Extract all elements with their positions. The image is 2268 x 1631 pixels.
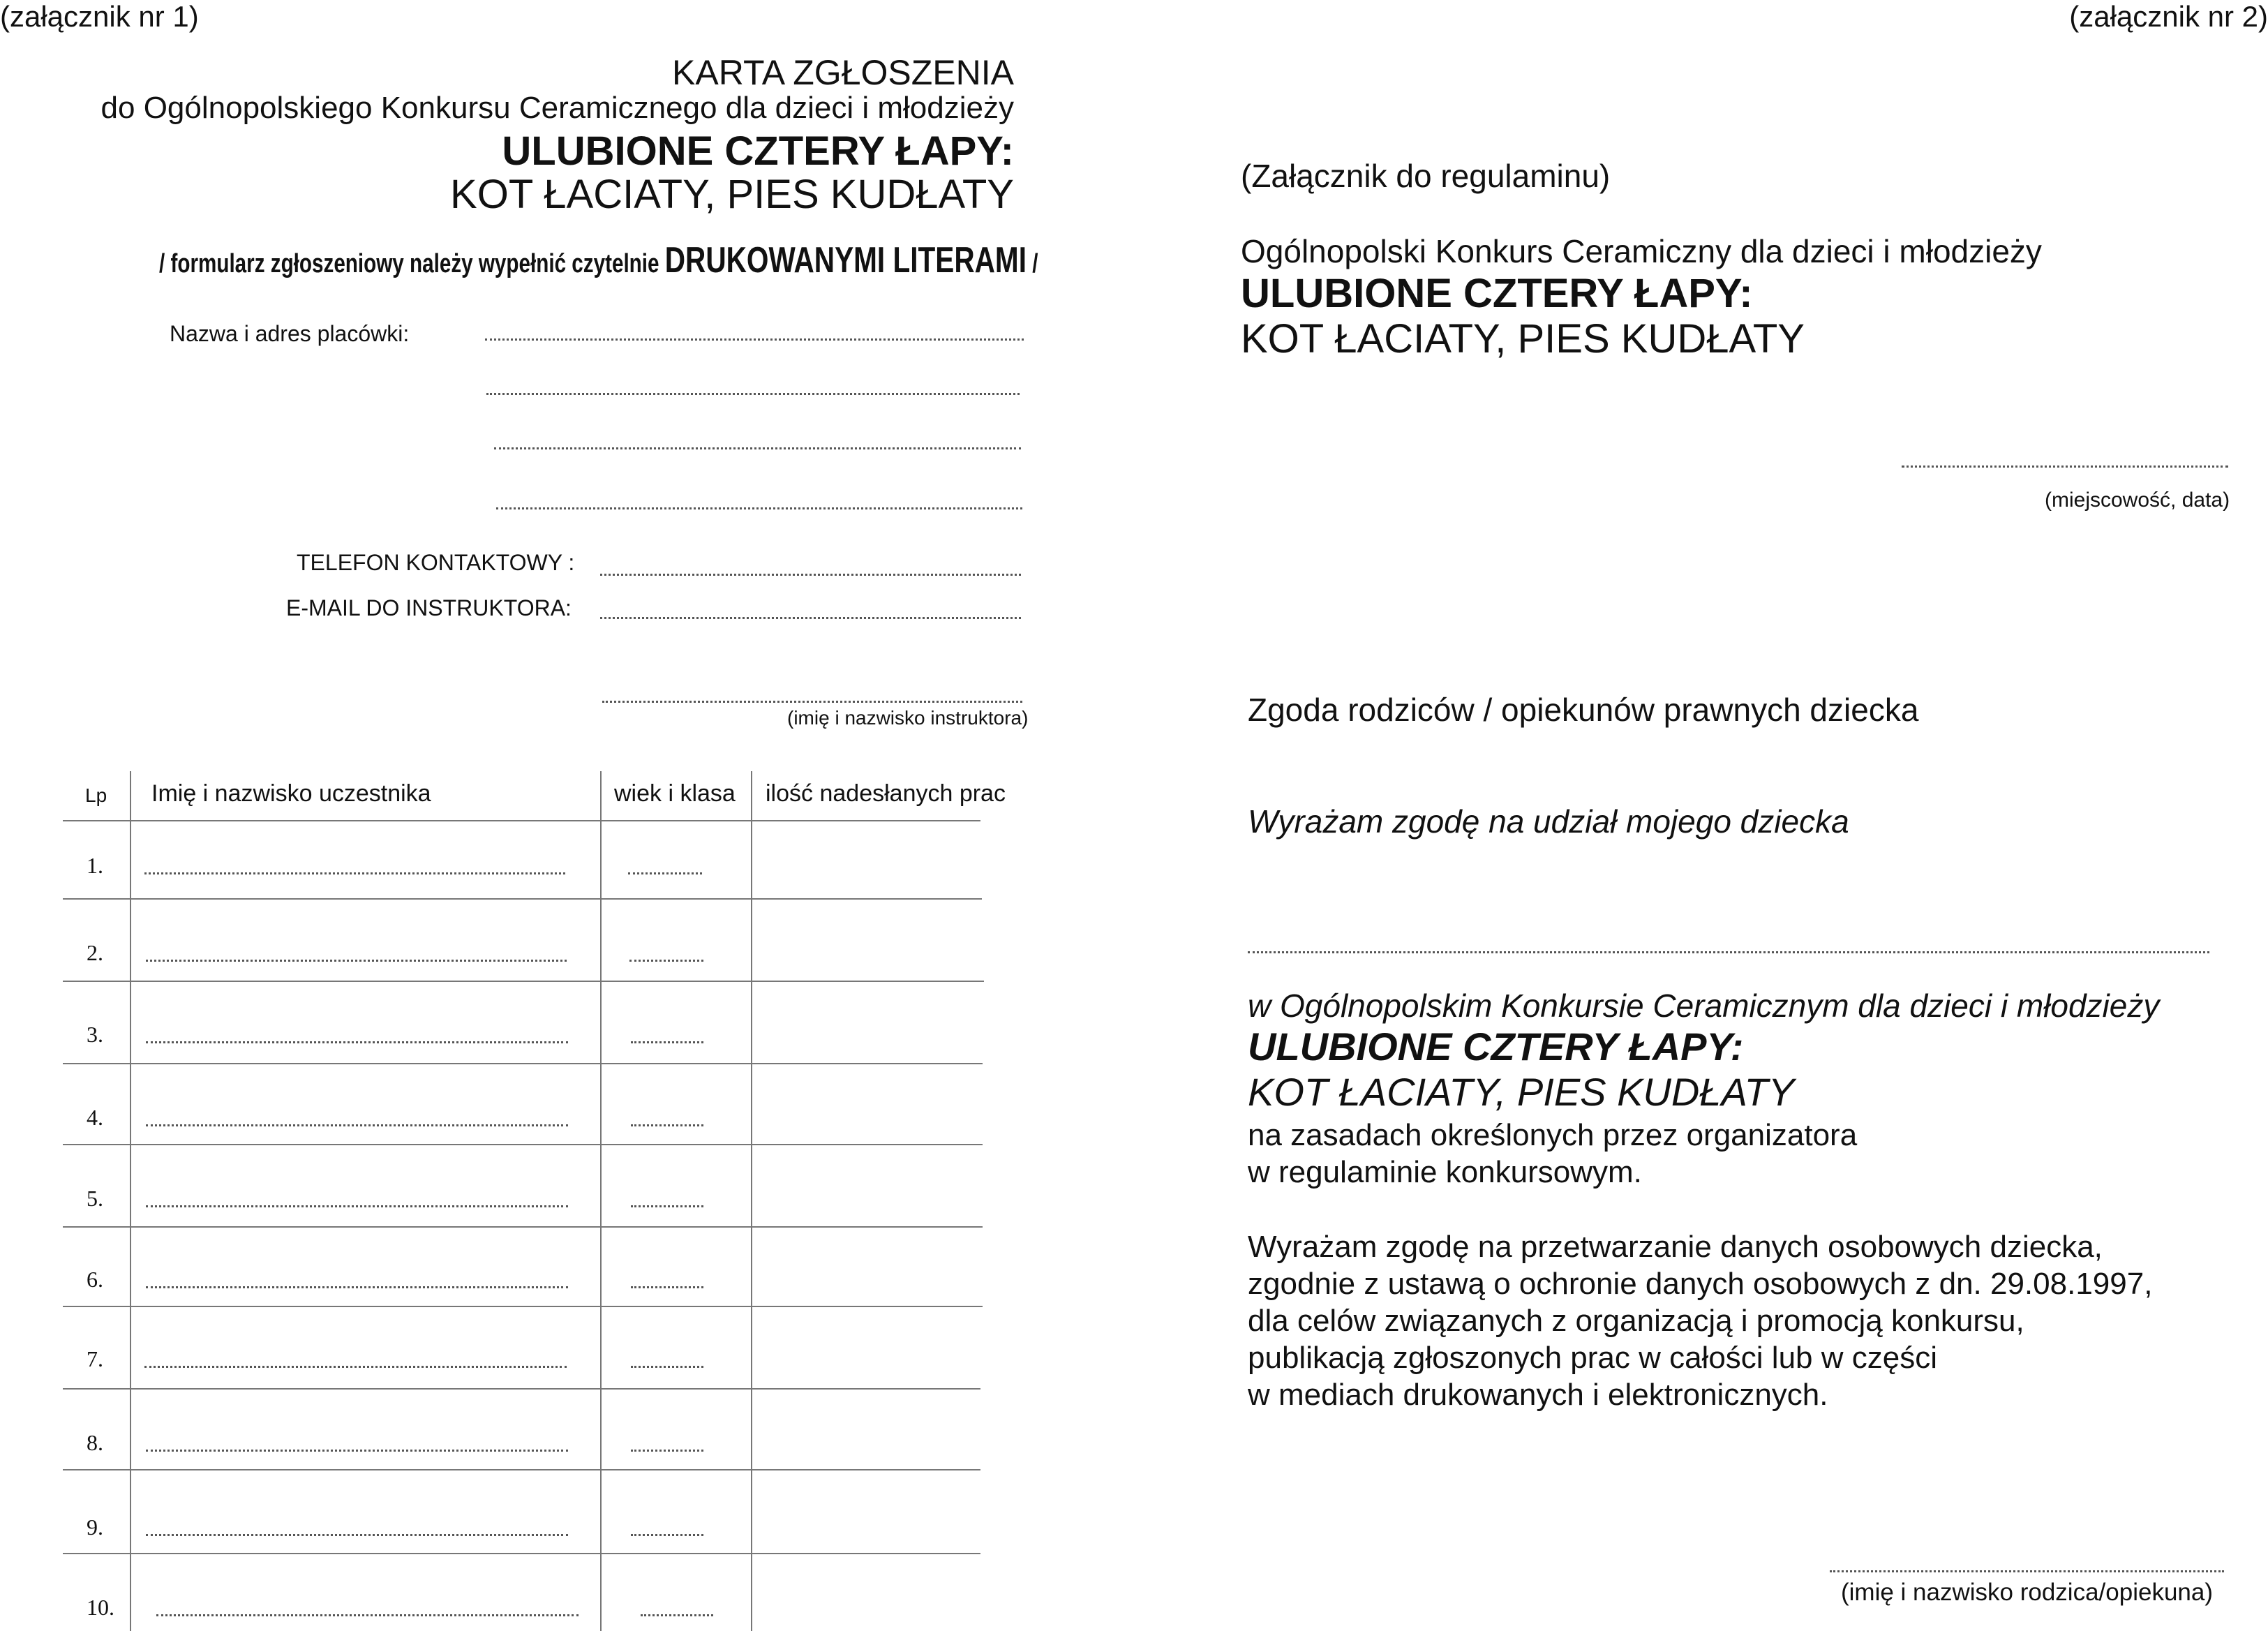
appendix-2-label: (załącznik nr 2) (2069, 0, 2268, 33)
consent-heading: Zgoda rodziców / opiekunów prawnych dziecka (1248, 692, 1919, 728)
contest-name-bold: ULUBIONE CZTERY ŁAPY: (1241, 271, 1753, 316)
table-divider (63, 820, 980, 821)
col-header-age-class: wiek i klasa (614, 780, 736, 807)
table-divider (63, 1144, 983, 1145)
row-number: 8. (87, 1430, 103, 1455)
age-class-field[interactable] (631, 1286, 703, 1288)
table-divider (63, 1388, 980, 1390)
row-number: 9. (87, 1514, 103, 1540)
table-divider (130, 771, 131, 1631)
participant-name-field[interactable] (144, 1366, 567, 1368)
fill-instruction (159, 239, 1038, 281)
table-divider (63, 1226, 983, 1228)
row-number: 1. (87, 853, 103, 878)
email-field[interactable] (600, 617, 1021, 619)
age-class-field[interactable] (631, 1124, 703, 1126)
age-class-field[interactable] (641, 1614, 713, 1616)
place-date-field[interactable] (1902, 466, 2228, 468)
participant-name-field[interactable] (146, 1286, 568, 1288)
col-header-name: Imię i nazwisko uczestnika (151, 780, 431, 807)
institution-field-line-4[interactable] (496, 507, 1022, 509)
row-number: 3. (87, 1022, 103, 1047)
participant-name-field[interactable] (146, 960, 567, 962)
participant-name-field[interactable] (144, 872, 565, 874)
col-header-lp: Lp (85, 784, 107, 806)
age-class-field[interactable] (631, 1534, 703, 1536)
contest-italic-name-bold: ULUBIONE CZTERY ŁAPY: (1248, 1025, 1744, 1068)
rules-text: na zasadach określonych przez organizatora w regulaminie konkursowym. (1248, 1118, 1858, 1189)
contest-name-regular: KOT ŁACIATY, PIES KUDŁATY (1241, 316, 1805, 362)
institution-label: Nazwa i adres placówki: (170, 321, 410, 346)
form-subtitle: do Ogólnopolskiego Konkursu Ceramicznego dla dzieci i młodzieży (100, 91, 1014, 125)
signature-caption: (imię i nazwisko rodzica/opiekuna) (1841, 1579, 2213, 1606)
instruction-emphasis: DRUKOWANYMI LITERAMI (664, 240, 1027, 281)
instruction-prefix: / formularz zgłoszeniowy należy wypełnić czytelnie (159, 249, 659, 278)
contest-name-bold: ULUBIONE CZTERY ŁAPY: (502, 128, 1014, 174)
contest-line: Ogólnopolski Konkurs Ceramiczny dla dzieci i młodzieży (1241, 233, 2042, 269)
consent-intro: Wyrażam zgodę na udział mojego dziecka (1248, 803, 1849, 840)
phone-field[interactable] (600, 574, 1021, 576)
child-name-field[interactable] (1248, 951, 2209, 953)
age-class-field[interactable] (631, 1450, 703, 1452)
contest-italic-name-regular: KOT ŁACIATY, PIES KUDŁATY (1248, 1070, 1795, 1114)
table-divider (63, 981, 984, 982)
parent-signature-field[interactable] (1830, 1570, 2224, 1572)
age-class-field[interactable] (631, 1205, 703, 1207)
age-class-field[interactable] (629, 960, 703, 962)
table-divider (63, 1469, 980, 1470)
participant-name-field[interactable] (146, 1534, 568, 1536)
age-class-field[interactable] (628, 872, 702, 874)
participant-name-field[interactable] (156, 1614, 579, 1616)
row-number: 2. (87, 940, 103, 965)
participant-name-field[interactable] (146, 1041, 568, 1043)
institution-field-line-3[interactable] (494, 447, 1021, 449)
participant-name-field[interactable] (146, 1124, 568, 1126)
col-header-works-count: ilość nadesłanych prac (766, 780, 1006, 807)
appendix-1-label: (załącznik nr 1) (0, 0, 199, 33)
row-number: 10. (87, 1595, 114, 1620)
institution-field-line-1[interactable] (485, 338, 1024, 341)
row-number: 7. (87, 1346, 103, 1371)
row-number: 6. (87, 1267, 103, 1292)
age-class-field[interactable] (631, 1366, 703, 1368)
participant-name-field[interactable] (146, 1450, 568, 1452)
table-divider (63, 1063, 983, 1064)
row-number: 5. (87, 1186, 103, 1211)
place-date-caption: (miejscowość, data) (2045, 489, 2230, 512)
table-divider (751, 771, 752, 1631)
email-label: E-MAIL DO INSTRUKTORA: (286, 595, 572, 620)
row-number: 4. (87, 1105, 103, 1130)
institution-field-line-2[interactable] (486, 393, 1020, 395)
table-divider (63, 1553, 980, 1554)
age-class-field[interactable] (631, 1041, 703, 1043)
appendix-note: (Załącznik do regulaminu) (1241, 158, 1611, 194)
form-title: KARTA ZGŁOSZENIA (672, 53, 1014, 92)
participant-name-field[interactable] (146, 1205, 568, 1207)
instructor-caption: (imię i nazwisko instruktora) (787, 707, 1029, 729)
instruction-suffix: / (1032, 249, 1038, 278)
contest-name-regular: KOT ŁACIATY, PIES KUDŁATY (450, 172, 1014, 217)
table-divider (600, 771, 602, 1631)
table-divider (63, 898, 982, 900)
table-divider (63, 1306, 983, 1307)
instructor-name-field[interactable] (602, 701, 1022, 703)
phone-label: TELEFON KONTAKTOWY : (297, 550, 575, 575)
contest-italic-line: w Ogólnopolskim Konkursie Ceramicznym dla dzieci i młodzieży (1248, 988, 2160, 1024)
data-consent-text: Wyrażam zgodę na przetwarzanie danych osobowych dziecka, zgodnie z ustawą o ochronie danych osobowych z dn. 29.08.1997, dla celów związanych z organizacją i promocją konkursu, publikacją zgłoszonych prac w całości lub w części w mediach drukowanych i elektronicznych. (1248, 1230, 2153, 1412)
